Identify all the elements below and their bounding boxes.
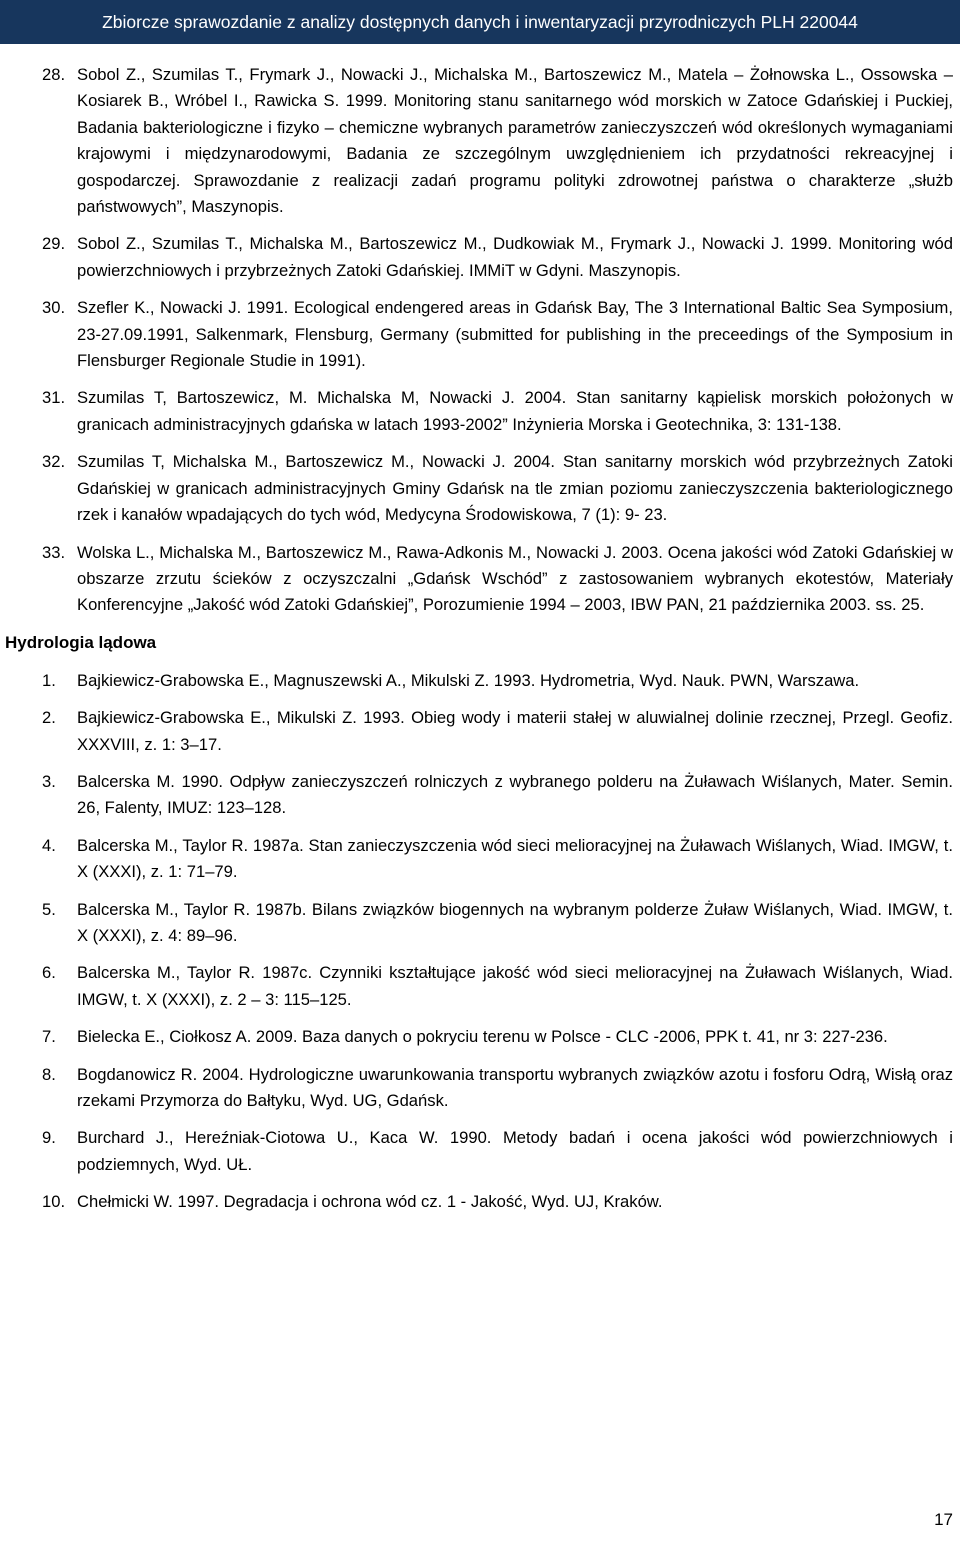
reference-number: 10.: [42, 1192, 66, 1212]
reference-entry: [42, 960, 953, 1013]
reference-number: 3.: [42, 771, 56, 791]
reference-text: Bogdanowicz R. 2004. Hydrologiczne uwarunkowania transportu wybranych związków azotu i fosforu Odrą, Wisłą oraz rzekami Przymorza do Bałtyku, Wyd. UG, Gdańsk.: [77, 1064, 953, 1110]
reference-number: 9.: [42, 1128, 56, 1148]
reference-entry: [42, 897, 953, 950]
reference-text: Chełmicki W. 1997. Degradacja i ochrona wód cz. 1 - Jakość, Wyd. UJ, Kraków.: [77, 1192, 663, 1212]
reference-entry: [42, 833, 953, 886]
reference-number: 5.: [42, 899, 56, 919]
reference-entry: [42, 540, 953, 619]
reference-entry: [42, 62, 953, 220]
reference-text: Balcerska M. 1990. Odpływ zanieczyszczeń rolniczych z wybranego polderu na Żuławach Wiślanych, Mater. Semin. 26, Falenty, IMUZ: 123–128.: [77, 771, 953, 818]
reference-text: Balcerska M., Taylor R. 1987c. Czynniki kształtujące jakość wód sieci melioracyjnej na Żuławach Wiślanych, Wiad. IMGW, t. X (XXXI), z. 2 – 3: 115–125.: [77, 963, 953, 1009]
reference-list-marine: [0, 62, 960, 619]
document-header: [0, 0, 960, 44]
section-heading: Hydrologia lądowa: [5, 632, 157, 652]
reference-number: 8.: [42, 1064, 56, 1084]
reference-text: Sobol Z., Szumilas T., Michalska M., Bartoszewicz M., Dudkowiak M., Frymark J., Nowacki J. 1999. Monitoring wód powierzchniowych i przybrzeżnych Zatoki Gdańskiej. IMMiT w Gdyni. Maszynopis.: [77, 234, 953, 280]
header-title: Zbiorcze sprawozdanie z analizy dostępnych danych i inwentaryzacji przyrodniczych PLH 220044: [102, 11, 858, 32]
reference-number: 2.: [42, 708, 56, 728]
reference-entry: [42, 231, 953, 284]
reference-entry: [42, 705, 953, 758]
reference-text: Bajkiewicz-Grabowska E., Mikulski Z. 1993. Obieg wody i materii stałej w aluwialnej dolinie rzecznej, Przegl. Geofiz. XXXVIII, z. 1: 3–17.: [77, 708, 953, 754]
reference-text: Bielecka E., Ciołkosz A. 2009. Baza danych o pokryciu terenu w Polsce - CLC -2006, PPK t. 41, nr 3: 227-236.: [77, 1027, 888, 1047]
reference-text: Szumilas T, Bartoszewicz, M. Michalska M, Nowacki J. 2004. Stan sanitarny kąpielisk morskich położonych w granicach administracyjnych gdańska w latach 1993-2002” Inżynieria Morska i Geotechnika, 3: 131-138.: [77, 388, 953, 434]
reference-number: 4.: [42, 835, 56, 855]
reference-number: 30.: [42, 298, 66, 318]
reference-entry: [42, 769, 953, 822]
reference-text: Balcerska M., Taylor R. 1987a. Stan zanieczyszczenia wód sieci melioracyjnej na Żuławach Wiślanych, Wiad. IMGW, t. X (XXXI), z. 1: 71–79.: [77, 835, 953, 882]
reference-number: 33.: [42, 542, 66, 562]
reference-entry: [42, 1062, 953, 1115]
page-number: 17: [934, 1510, 953, 1529]
reference-text: Sobol Z., Szumilas T., Frymark J., Nowacki J., Michalska M., Bartoszewicz M., Matela – Żołnowska L., Ossowska – Kosiarek B., Wróbel I., Rawicka S. 1999. Monitoring stanu sanitarnego wód morskich w Zatoce Gdańskiej i Puckiej, Badania bakteriologiczne i fizyko – chemiczne wybranych parametrów zanieczyszczeń wód określonych wymaganiami krajowymi i międzynarodowymi, Badania ze szczególnym uwzględnieniem ich przydatności rekreacyjnej i gospodarczej. Sprawozdanie z realizacji zadań programu polityki zdrowotnej państwa o charakterze „służb państwowych”, Maszynopis.: [77, 65, 953, 217]
reference-entry: [42, 1125, 953, 1178]
reference-number: 6.: [42, 963, 56, 983]
reference-text: Balcerska M., Taylor R. 1987b. Bilans związków biogennych na wybranym polderze Żuław Wiślanych, Wiad. IMGW, t. X (XXXI), z. 4: 89–96.: [77, 899, 953, 945]
reference-text: Szefler K., Nowacki J. 1991. Ecological endengered areas in Gdańsk Bay, The 3 International Baltic Sea Symposium, 23-27.09.1991, Salkenmark, Flensburg, Germany (submitted for publishing in the preceedings of the Symposium in Flensburger Regionale Studie in 1991).: [77, 298, 953, 371]
reference-number: 28.: [42, 65, 66, 84]
reference-number: 29.: [42, 234, 66, 254]
reference-text: Wolska L., Michalska M., Bartoszewicz M., Rawa-Adkonis M., Nowacki J. 2003. Ocena jakości wód Zatoki Gdańskiej w obszarze zrzutu ścieków z oczyszczalni „Gdańsk Wschód” z zastosowaniem wybranych ekotestów, Materiały Konferencyjne „Jakość wód Zatoki Gdańskiej”, Porozumienie 1994 – 2003, IBW PAN, 21 października 2003. ss. 25.: [77, 542, 953, 615]
reference-entry: [42, 449, 953, 528]
reference-list-hydrology: [0, 668, 960, 1216]
reference-text: Szumilas T, Michalska M., Bartoszewicz M., Nowacki J. 2004. Stan sanitarny morskich wód przybrzeżnych Zatoki Gdańskiej w granicach administracyjnych Gminy Gdańsk na tle zmian poziomu zanieczyszczenia bakteriologicznego rzek i kanałów wpadających do tych wód, Medycyna Środowiskowa, 7 (1): 9- 23.: [77, 452, 953, 525]
reference-number: 1.: [42, 670, 56, 690]
reference-entry: [42, 668, 953, 694]
reference-text: Bajkiewicz-Grabowska E., Magnuszewski A., Mikulski Z. 1993. Hydrometria, Wyd. Nauk. PWN, Warszawa.: [77, 670, 860, 690]
reference-entry: [42, 385, 953, 438]
reference-entry: [42, 1189, 953, 1215]
reference-text: Burchard J., Hereźniak-Ciotowa U., Kaca W. 1990. Metody badań i ocena jakości wód powierzchniowych i podziemnych, Wyd. UŁ.: [77, 1128, 953, 1174]
reference-number: 32.: [42, 452, 66, 472]
reference-number: 31.: [42, 388, 66, 408]
document-body: [0, 62, 960, 1227]
reference-entry: [42, 295, 953, 374]
reference-entry: [42, 1024, 953, 1050]
reference-number: 7.: [42, 1027, 56, 1047]
